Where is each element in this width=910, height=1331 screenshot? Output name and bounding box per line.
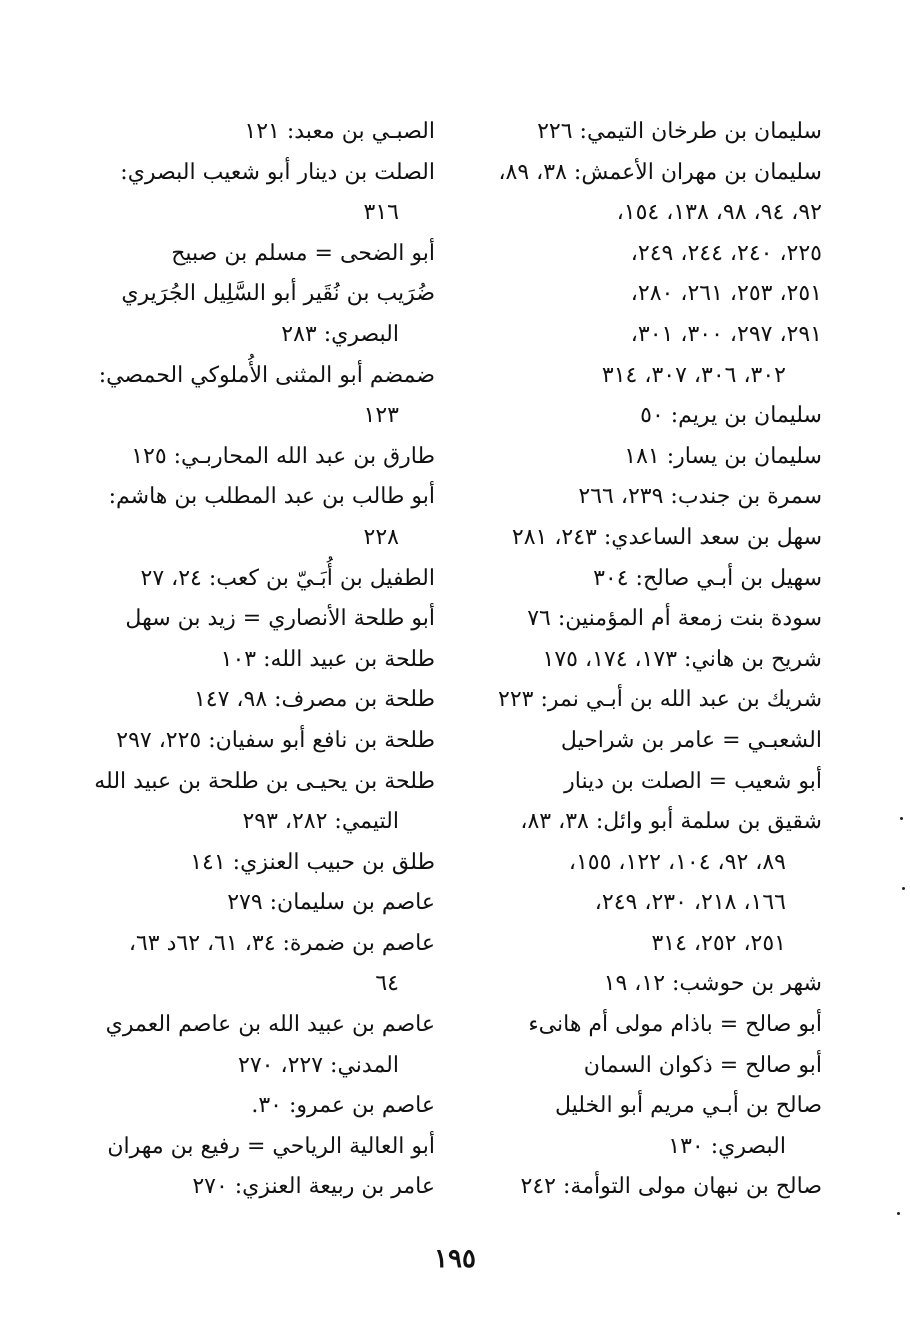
index-entry-continuation: ٣٠٢، ٣٠٦، ٣٠٧، ٣١٤ [601,362,786,388]
index-entry: طلحة بن عبيد الله: ١٠٣ [220,646,435,672]
index-entry-continuation: ٢٥١، ٢٥٢، ٣١٤ [651,930,786,956]
index-entry-continuation: المدني: ٢٢٧، ٢٧٠ [238,1052,399,1078]
index-entry: سهل بن سعد الساعدي: ٢٤٣، ٢٨١ [511,524,822,550]
index-entry: طلحة بن مصرف: ٩٨، ١٤٧ [193,687,435,713]
index-entry-continuation: ١٦٦، ٢١٨، ٢٣٠، ٢٤٩، [594,890,786,916]
index-entry-continuation: ٣١٦ [363,200,399,226]
index-entry: شريك بن عبد الله بن أبـي نمر: ٢٢٣ [498,687,822,713]
index-entry: طلحة بن يحيـى بن طلحة بن عبيد الله [94,768,435,794]
index-entry: سليمان بن طرخان التيمي: ٢٢٦ [537,119,822,144]
index-entry: شقيق بن سلمة أبو وائل: ٣٨، ٨٣، [520,809,822,835]
index-entry: سودة بنت زمعة أم المؤمنين: ٧٦ [527,606,822,632]
index-entry: عاصم بن عبيد الله بن عاصم العمري [105,1012,435,1038]
index-entry: أبو شعيب = الصلت بن دينار [564,768,822,794]
index-entry: ٢٢٥، ٢٤٠، ٢٤٤، ٢٤٩، [630,240,822,266]
index-entry-continuation: ٢٢٨ [363,524,399,550]
index-column-left [85,112,435,1208]
index-entry-continuation: البصري: ٢٨٣ [281,321,399,347]
index-entry: سمرة بن جندب: ٢٣٩، ٢٦٦ [578,484,822,510]
index-entry: أبو صالح = ذكوان السمان [583,1052,822,1078]
index-entry: صالح بن نبهان مولى التوأمة: ٢٤٢ [520,1174,822,1200]
index-entry: شريح بن هاني: ١٧٣، ١٧٤، ١٧٥ [542,646,822,672]
index-entry: ٢٥١، ٢٥٣، ٢٦١، ٢٨٠، [630,281,822,307]
index-entry: عاصم بن عمرو: ٣٠. [251,1093,435,1119]
page-number: ١٩٥ [434,1244,476,1274]
index-entry: طلق بن حبيب العنزي: ١٤١ [190,849,435,875]
index-entry-continuation: البصري: ١٣٠ [668,1133,786,1159]
index-entry: الصبـي بن معبد: ١٢١ [244,119,435,144]
index-entry: أبو صالح = باذام مولى أم هانىء [528,1012,822,1038]
index-column-right [457,112,822,1208]
index-entry: أبو الضحى = مسلم بن صبيح [171,240,435,266]
scan-speck [902,887,905,890]
index-entry: سليمان بن يسار: ١٨١ [624,443,822,469]
scan-speck [897,1212,900,1215]
index-entry: الصلت بن دينار أبو شعيب البصري: [120,159,435,185]
index-entry-continuation: التيمي: ٢٨٢، ٢٩٣ [242,809,399,835]
index-entry: أبو العالية الرياحي = رفيع بن مهران [107,1133,435,1159]
index-entry: سهيل بن أبـي صالح: ٣٠٤ [593,565,822,591]
scan-speck [900,817,903,820]
index-entry: ٢٩١، ٢٩٧، ٣٠٠، ٣٠١، [630,321,822,347]
index-entry: سليمان بن مهران الأعمش: ٣٨، ٨٩، [498,159,822,185]
index-entry: الطفيل بن أُبَـيّ بن كعب: ٢٤، ٢٧ [140,565,435,591]
index-entry: عاصم بن ضمرة: ٣٤، ٦١، ٦٢د ٦٣، [128,930,435,956]
index-entry: عامر بن ربيعة العنزي: ٢٧٠ [192,1174,435,1200]
index-entry: عاصم بن سليمان: ٢٧٩ [227,890,435,916]
index-entry: طلحة بن نافع أبو سفيان: ٢٢٥، ٢٩٧ [116,727,435,753]
index-entry-continuation: ٦٤ [375,971,399,997]
index-entry: أبو طلحة الأنصاري = زيد بن سهل [125,606,435,632]
index-entry-continuation: ١٢٣ [363,403,399,429]
index-entry: ضُرَيب بن نُقَير أبو السَّلِيل الجُرَيري [121,281,435,307]
index-entry-continuation: ٨٩، ٩٢، ١٠٤، ١٢٢، ١٥٥، [568,849,786,875]
index-entry: صالح بن أبـي مريم أبو الخليل [554,1093,822,1119]
index-entry: الشعبـي = عامر بن شراحيل [560,727,822,753]
index-entry: ضمضم أبو المثنى الأُملوكي الحمصي: [98,362,435,388]
index-entry: شهر بن حوشب: ١٢، ١٩ [603,971,822,997]
index-entry: سليمان بن يريم: ٥٠ [640,403,822,429]
index-entry: طارق بن عبد الله المحاربـي: ١٢٥ [131,443,435,469]
index-entry: ٩٢، ٩٤، ٩٨، ١٣٨، ١٥٤، [616,200,822,226]
index-entry: أبو طالب بن عبد المطلب بن هاشم: [108,484,435,510]
